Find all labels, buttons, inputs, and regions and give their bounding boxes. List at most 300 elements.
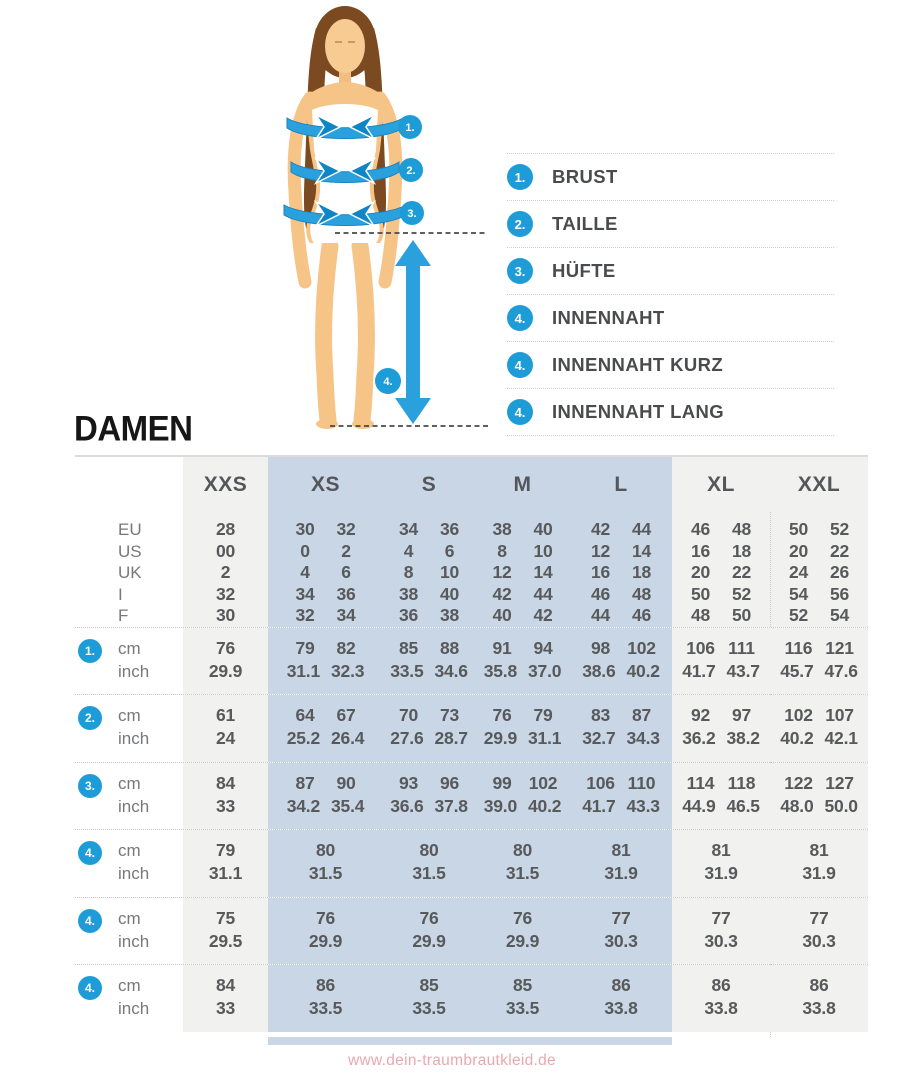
size-column-header: XS bbox=[268, 457, 383, 512]
cm-value-line bbox=[383, 772, 475, 795]
inch-unit-label: inch bbox=[118, 796, 150, 816]
inch-value-line bbox=[570, 660, 672, 683]
legend-badge: 4. bbox=[507, 352, 533, 378]
row-marker-badge: 4. bbox=[78, 841, 102, 865]
website-link[interactable]: www.dein-traumbrautkleid.de bbox=[348, 1052, 556, 1069]
value: 86 bbox=[809, 975, 829, 995]
size-column-header: M bbox=[475, 457, 570, 512]
inch-value-line bbox=[570, 795, 672, 818]
value: 84 bbox=[215, 772, 236, 793]
value: 42 bbox=[492, 583, 512, 604]
value: 76 bbox=[215, 637, 236, 658]
value: 81 bbox=[809, 840, 829, 860]
cm-value-line bbox=[268, 839, 383, 862]
value: 31.5 bbox=[308, 863, 343, 883]
value: 36.6 bbox=[390, 795, 424, 816]
value: 40 bbox=[492, 605, 512, 625]
value: 81 bbox=[611, 840, 631, 860]
value: 97 bbox=[731, 705, 752, 725]
value: 44 bbox=[590, 605, 611, 625]
size-cell bbox=[770, 695, 868, 762]
value: 32.3 bbox=[331, 660, 365, 681]
value: 22 bbox=[731, 562, 752, 582]
right-foot bbox=[352, 419, 374, 429]
cm-value-line bbox=[672, 839, 770, 862]
cm-unit-label: cm bbox=[118, 908, 141, 928]
value: 42 bbox=[533, 605, 553, 625]
legend-item-innennaht bbox=[507, 295, 834, 342]
cm-value-line bbox=[475, 637, 570, 660]
value: 82 bbox=[336, 637, 356, 658]
cm-value-line bbox=[672, 704, 770, 727]
conversion-value-line bbox=[770, 584, 868, 606]
cm-value-line bbox=[268, 772, 383, 795]
conversion-value-line bbox=[268, 562, 383, 584]
value: 20 bbox=[788, 540, 809, 561]
value: 4 bbox=[300, 562, 310, 582]
inch-unit-label: inch bbox=[118, 931, 150, 951]
value: 46 bbox=[631, 605, 652, 625]
cm-value-line bbox=[268, 637, 383, 660]
legend-item-taille bbox=[507, 201, 834, 248]
measurement-label-cell bbox=[75, 695, 183, 762]
figure-marker-2 bbox=[399, 158, 423, 182]
inch-value-line bbox=[770, 727, 868, 750]
size-cell bbox=[770, 830, 868, 897]
cm-value-line bbox=[475, 839, 570, 862]
value: 118 bbox=[727, 772, 756, 793]
conversion-value-line bbox=[672, 562, 770, 584]
value: 52 bbox=[731, 583, 752, 604]
value: 111 bbox=[728, 637, 755, 658]
conversion-value-line bbox=[770, 605, 868, 627]
value: 50 bbox=[690, 583, 711, 604]
value: 30.3 bbox=[704, 930, 738, 951]
legend-item-huefte bbox=[507, 248, 834, 295]
size-cell bbox=[475, 628, 570, 695]
size-cell bbox=[268, 830, 383, 897]
value: 73 bbox=[439, 705, 460, 725]
value: 80 bbox=[419, 840, 439, 860]
conversion-value-line bbox=[475, 519, 570, 541]
inch-value-line bbox=[383, 727, 475, 750]
conversion-value-line bbox=[570, 605, 672, 627]
inch-value-line bbox=[770, 795, 868, 818]
size-cell bbox=[770, 763, 868, 830]
cm-value-line bbox=[570, 839, 672, 862]
value: 33.5 bbox=[390, 660, 424, 681]
value: 33.5 bbox=[308, 998, 343, 1018]
cm-value-line bbox=[570, 974, 672, 997]
conversion-value-line bbox=[770, 562, 868, 584]
conversion-value-line bbox=[770, 541, 868, 563]
cm-value-line bbox=[183, 637, 268, 660]
value: 29.9 bbox=[308, 930, 343, 951]
measurement-label-cell bbox=[75, 628, 183, 695]
value: 86 bbox=[711, 975, 731, 995]
value: 38.6 bbox=[582, 660, 616, 681]
size-column-header: L bbox=[570, 457, 672, 512]
size-cell bbox=[672, 965, 770, 1032]
cm-value-line bbox=[383, 907, 475, 930]
inch-value-line bbox=[672, 930, 770, 953]
size-cell bbox=[475, 830, 570, 897]
value: 36 bbox=[336, 583, 356, 604]
conversion-value-line bbox=[183, 519, 268, 541]
inch-value-line bbox=[475, 862, 570, 885]
value: 6 bbox=[341, 562, 351, 582]
size-cell bbox=[475, 512, 570, 627]
conversion-standard-label: EU bbox=[118, 520, 142, 539]
value: 99 bbox=[492, 772, 512, 793]
value: 50.0 bbox=[824, 795, 858, 816]
conversion-value-line bbox=[475, 541, 570, 563]
cm-value-line bbox=[383, 974, 475, 997]
size-cell bbox=[570, 628, 672, 695]
row-marker-badge: 2. bbox=[78, 706, 102, 730]
size-cell bbox=[770, 965, 868, 1032]
value: 98 bbox=[590, 637, 611, 658]
size-cell bbox=[770, 512, 868, 627]
conversion-value-line bbox=[672, 584, 770, 606]
value: 32 bbox=[215, 583, 236, 604]
value: 31.9 bbox=[704, 863, 738, 883]
conversion-value-line bbox=[183, 584, 268, 606]
value: 44 bbox=[631, 519, 652, 539]
cm-value-line bbox=[475, 772, 570, 795]
cm-value-line bbox=[268, 907, 383, 930]
value: 84 bbox=[215, 975, 236, 995]
legend-label: HÜFTE bbox=[552, 260, 616, 281]
value: 29.5 bbox=[208, 930, 243, 951]
size-cell bbox=[183, 695, 268, 762]
cm-value-line bbox=[183, 772, 268, 795]
value: 16 bbox=[590, 562, 611, 582]
measurement-label-cell bbox=[75, 830, 183, 897]
cm-value-line bbox=[672, 974, 770, 997]
row-marker-badge: 3. bbox=[78, 774, 102, 798]
value: 12 bbox=[590, 540, 611, 561]
value: 31.9 bbox=[802, 863, 836, 883]
value: 24 bbox=[788, 562, 809, 582]
value: 31.1 bbox=[528, 728, 562, 748]
value: 36 bbox=[439, 519, 460, 539]
value: 29.9 bbox=[208, 660, 243, 681]
value: 106 bbox=[586, 772, 615, 793]
inch-value-line bbox=[570, 727, 672, 750]
inch-value-line bbox=[268, 930, 383, 953]
legend-badge: 4. bbox=[507, 305, 533, 331]
conversion-value-line bbox=[183, 562, 268, 584]
value: 31.1 bbox=[208, 863, 243, 883]
measurement-label-cell bbox=[75, 763, 183, 830]
value: 8 bbox=[403, 562, 414, 582]
conversion-value-line bbox=[570, 562, 672, 584]
conversion-standard-label: UK bbox=[118, 563, 142, 582]
value: 44.9 bbox=[682, 795, 716, 816]
size-cell bbox=[383, 512, 475, 627]
value: 36 bbox=[398, 605, 419, 625]
value: 43.3 bbox=[626, 795, 660, 816]
inch-unit-label: inch bbox=[118, 661, 150, 681]
value: 34.6 bbox=[434, 660, 468, 681]
cm-value-line bbox=[475, 907, 570, 930]
value: 46 bbox=[590, 583, 611, 604]
value: 37.8 bbox=[434, 795, 468, 816]
inch-value-line bbox=[570, 862, 672, 885]
value: 35.8 bbox=[483, 660, 517, 681]
inch-value-line bbox=[475, 660, 570, 683]
value: 34 bbox=[295, 583, 315, 604]
value: 33 bbox=[215, 795, 236, 816]
value: 10 bbox=[439, 562, 460, 582]
inch-value-line bbox=[268, 795, 383, 818]
value: 34 bbox=[398, 519, 419, 539]
value: 85 bbox=[419, 975, 439, 995]
value: 38.2 bbox=[726, 728, 760, 748]
size-cell bbox=[672, 628, 770, 695]
table-band bbox=[75, 964, 868, 1032]
value: 31.1 bbox=[286, 660, 320, 681]
legend-item-innennaht-lang bbox=[507, 389, 834, 436]
value: 34 bbox=[336, 605, 356, 625]
cm-unit-label: cm bbox=[118, 976, 141, 995]
value: 40.2 bbox=[528, 795, 562, 816]
legend-item-innennaht-kurz bbox=[507, 342, 834, 389]
value: 29.9 bbox=[412, 930, 446, 951]
inch-value-line bbox=[475, 930, 570, 953]
size-cell bbox=[475, 695, 570, 762]
inch-value-line bbox=[672, 660, 770, 683]
blue-band-tail bbox=[268, 1037, 672, 1045]
cm-value-line bbox=[672, 772, 770, 795]
value: 106 bbox=[686, 637, 715, 658]
inch-value-line bbox=[383, 930, 475, 953]
value: 12 bbox=[492, 562, 512, 582]
value: 27.6 bbox=[390, 728, 424, 748]
cm-unit-label: cm bbox=[118, 638, 141, 658]
row-marker-badge: 1. bbox=[78, 639, 102, 663]
value: 31.5 bbox=[412, 863, 446, 883]
cm-value-line bbox=[570, 907, 672, 930]
left-foot bbox=[316, 419, 338, 429]
value: 41.7 bbox=[582, 795, 616, 816]
table-band bbox=[75, 512, 868, 627]
legend-label: INNENNAHT LANG bbox=[552, 401, 725, 422]
inch-unit-label: inch bbox=[118, 864, 150, 883]
conversion-value-line bbox=[672, 605, 770, 627]
value: 114 bbox=[686, 772, 715, 793]
value: 86 bbox=[611, 975, 631, 995]
size-cell bbox=[570, 695, 672, 762]
value: 48 bbox=[631, 583, 652, 604]
cm-value-line bbox=[183, 839, 268, 862]
conversion-value-line bbox=[383, 605, 475, 627]
value: 22 bbox=[829, 540, 850, 561]
value: 16 bbox=[690, 540, 711, 561]
inch-value-line bbox=[770, 660, 868, 683]
value: 122 bbox=[784, 772, 813, 793]
legend-label: INNENNAHT bbox=[552, 307, 665, 328]
inch-value-line bbox=[183, 862, 268, 885]
measurement-legend bbox=[507, 153, 834, 436]
inch-value-line bbox=[770, 862, 868, 885]
value: 76 bbox=[315, 907, 336, 928]
value: 40.2 bbox=[780, 728, 814, 748]
value: 32 bbox=[336, 519, 356, 539]
size-cell bbox=[183, 898, 268, 965]
inch-unit-label: inch bbox=[118, 999, 150, 1018]
conversion-value-line bbox=[268, 584, 383, 606]
value: 40 bbox=[439, 583, 460, 604]
value: 14 bbox=[533, 562, 553, 582]
conversion-standard-label: US bbox=[118, 541, 142, 561]
value: 8 bbox=[497, 540, 507, 561]
value: 88 bbox=[439, 637, 460, 658]
value: 76 bbox=[492, 705, 512, 725]
cm-value-line bbox=[770, 839, 868, 862]
legend-badge: 4. bbox=[507, 399, 533, 425]
cm-value-line bbox=[570, 637, 672, 660]
inch-value-line bbox=[770, 997, 868, 1020]
value: 31.5 bbox=[505, 863, 540, 883]
table-band bbox=[75, 762, 868, 830]
measurement-label-cell bbox=[75, 965, 183, 1032]
value: 33 bbox=[215, 998, 236, 1018]
value: 10 bbox=[533, 540, 553, 561]
value: 38 bbox=[398, 583, 419, 604]
size-cell bbox=[383, 830, 475, 897]
conversion-labels-cell bbox=[75, 512, 183, 627]
corner-cell bbox=[75, 457, 183, 512]
value: 32 bbox=[295, 605, 315, 625]
value: 48 bbox=[731, 519, 752, 539]
value: 80 bbox=[315, 840, 336, 860]
value: 85 bbox=[512, 975, 533, 995]
row-marker-badge: 4. bbox=[78, 976, 102, 1000]
conversion-value-line bbox=[383, 562, 475, 584]
value: 25.2 bbox=[286, 728, 320, 748]
cm-value-line bbox=[183, 907, 268, 930]
cm-value-line bbox=[183, 974, 268, 997]
value: 94 bbox=[533, 637, 553, 658]
svg-text:1.: 1. bbox=[405, 122, 415, 134]
figure-marker-4 bbox=[375, 368, 401, 394]
inch-value-line bbox=[570, 997, 672, 1020]
inch-value-line bbox=[268, 660, 383, 683]
value: 38 bbox=[439, 605, 460, 625]
size-cell bbox=[268, 898, 383, 965]
value: 79 bbox=[295, 637, 315, 658]
value: 102 bbox=[627, 637, 656, 658]
value: 93 bbox=[398, 772, 419, 793]
value: 43.7 bbox=[726, 660, 760, 681]
cm-value-line bbox=[383, 704, 475, 727]
inch-value-line bbox=[475, 727, 570, 750]
value: 52 bbox=[788, 605, 809, 625]
cm-value-line bbox=[672, 637, 770, 660]
conversion-value-line bbox=[268, 605, 383, 627]
right-leg bbox=[360, 246, 366, 420]
size-cell bbox=[672, 830, 770, 897]
size-cell bbox=[183, 965, 268, 1032]
size-cell bbox=[183, 512, 268, 627]
value: 86 bbox=[315, 975, 336, 995]
value: 110 bbox=[627, 772, 656, 793]
size-cell bbox=[672, 695, 770, 762]
value: 34.3 bbox=[626, 728, 660, 748]
value: 42.1 bbox=[824, 728, 858, 748]
cm-value-line bbox=[770, 637, 868, 660]
inch-value-line bbox=[672, 997, 770, 1020]
value: 30.3 bbox=[802, 930, 836, 951]
size-cell bbox=[383, 898, 475, 965]
table-band bbox=[75, 897, 868, 965]
cm-value-line bbox=[268, 704, 383, 727]
value: 34.2 bbox=[286, 795, 320, 816]
size-cell bbox=[268, 628, 383, 695]
svg-text:2.: 2. bbox=[406, 165, 416, 177]
legend-badge: 3. bbox=[507, 258, 533, 284]
table-band bbox=[75, 694, 868, 762]
svg-text:3.: 3. bbox=[407, 208, 417, 220]
value: 2 bbox=[220, 562, 231, 582]
legend-label: TAILLE bbox=[552, 213, 618, 234]
cm-value-line bbox=[475, 704, 570, 727]
value: 121 bbox=[825, 637, 854, 658]
inch-value-line bbox=[475, 795, 570, 818]
figure-marker-3 bbox=[400, 201, 424, 225]
conversion-value-line bbox=[475, 584, 570, 606]
value: 31.9 bbox=[604, 863, 638, 883]
value: 33.5 bbox=[412, 998, 446, 1018]
value: 79 bbox=[533, 705, 553, 725]
legend-label: INNENNAHT KURZ bbox=[552, 354, 724, 375]
conversion-value-line bbox=[183, 605, 268, 627]
conversion-value-line bbox=[268, 541, 383, 563]
value: 40 bbox=[533, 519, 553, 539]
conversion-value-line bbox=[475, 605, 570, 627]
left-leg bbox=[324, 246, 330, 420]
value: 87 bbox=[631, 705, 652, 725]
value: 102 bbox=[784, 705, 813, 725]
value: 00 bbox=[215, 540, 236, 561]
size-cell bbox=[672, 898, 770, 965]
value: 2 bbox=[341, 540, 351, 561]
value: 26.4 bbox=[331, 728, 365, 748]
value: 127 bbox=[825, 772, 854, 793]
inch-value-line bbox=[383, 795, 475, 818]
inch-value-line bbox=[183, 930, 268, 953]
conversion-value-line bbox=[383, 519, 475, 541]
body-measurement-figure bbox=[250, 0, 490, 440]
conversion-value-line bbox=[475, 562, 570, 584]
value: 33.8 bbox=[802, 998, 836, 1018]
cm-value-line bbox=[770, 772, 868, 795]
size-cell bbox=[672, 512, 770, 627]
value: 0 bbox=[300, 540, 310, 561]
inch-value-line bbox=[383, 862, 475, 885]
conversion-standard-label: F bbox=[118, 606, 129, 625]
value: 91 bbox=[492, 637, 512, 658]
cm-unit-label: cm bbox=[118, 706, 141, 725]
cm-value-line bbox=[183, 704, 268, 727]
value: 20 bbox=[690, 562, 711, 582]
size-cell bbox=[570, 830, 672, 897]
value: 38 bbox=[492, 519, 512, 539]
value: 18 bbox=[731, 540, 752, 561]
table-band bbox=[75, 457, 868, 512]
